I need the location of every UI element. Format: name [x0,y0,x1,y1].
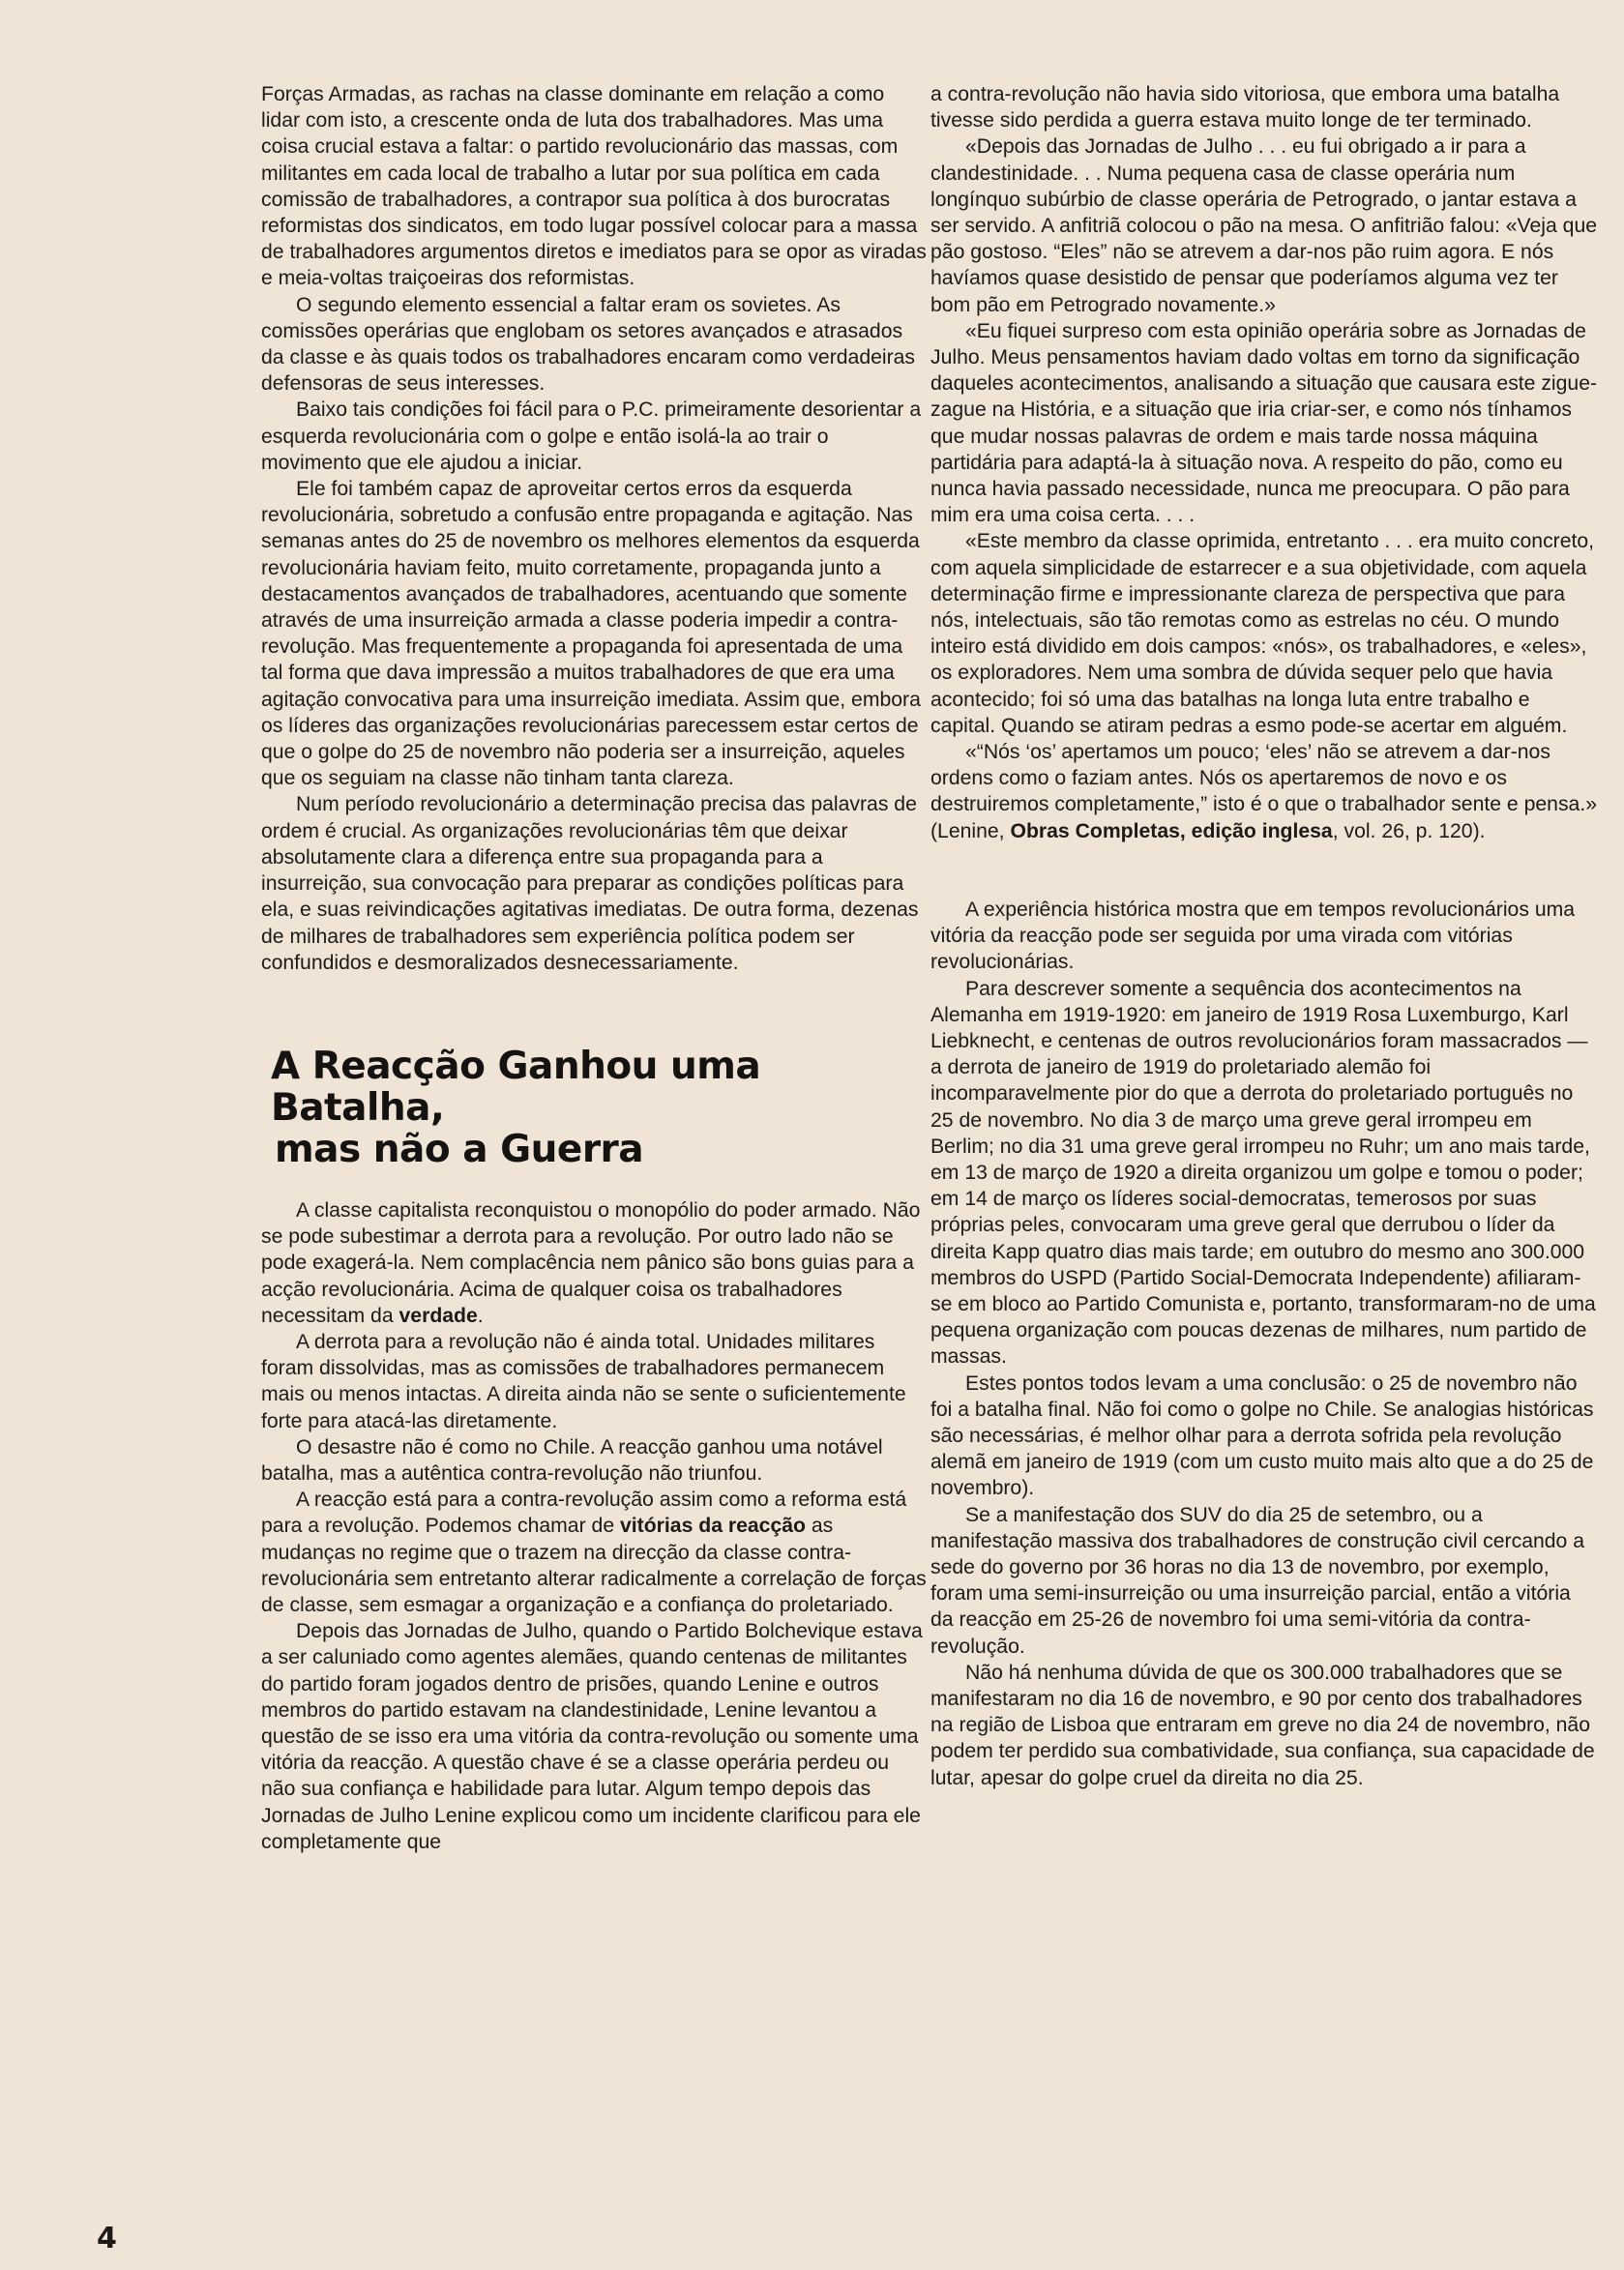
paragraph: Num período revolucionário a determinação precisa das palavras de ordem é crucial. As organizações revolucionárias têm que deixar absolutamente clara a diferença entre sua propaganda para a insurreição, sua convocação para preparar as condições políticas para ela, e suas reivindicações agitativas imediatas. De outra forma, dezenas de milhares de trabalhadores sem experiência política podem ser confundidos e desmoralizados desnecessariamente. [261,793,919,974]
paragraph: Para descrever somente a sequência dos acontecimentos na Alemanha em 1919-1920: em janeiro de 1919 Rosa Luxemburgo, Karl Liebknecht, e centenas de outros revolucionários foram massacrados — a derrota de janeiro de 1919 do proletariado alemão foi incomparavelmente pior do que a derrota do proletariado português no 25 de novembro. No dia 3 de março uma greve geral irrompeu em Berlim; no dia 31 uma greve geral irrompeu no Ruhr; um ano mais tarde, em 13 de março de 1920 a direita organizou um golpe e tomou o poder; em 14 de março os líderes social-democratas, temerosos por suas próprias peles, convocaram uma greve geral que derrubou o líder da direita Kapp quatro dias mais tarde; em outubro do mesmo ano 300.000 membros do USPD (Partido Social-Democrata Independente) afiliaram-se em bloco ao Partido Comunista e, portanto, transformaram-no de uma pequena organização com poucas dezenas de milhares, num partido de massas. [930,977,1596,1369]
paragraph: A experiência histórica mostra que em tempos revolucionários uma vitória da reacção pode ser seguida por uma virada com vitórias revolucionárias. [930,898,1576,974]
citation-details: , vol. 26, p. 120). [1332,819,1486,842]
paragraph: A derrota para a revolução não é ainda total. Unidades militares foram dissolvidas, mas as comissões de trabalhadores permanecem mais ou menos intactas. A direita ainda não se sente o suficientemente forte para atacá-las diretamente. [261,1330,906,1432]
paragraph: O desastre não é como no Chile. A reacção ganhou uma notável batalha, mas a autêntica contra-revolução não triunfou. [261,1435,883,1485]
paragraph: Ele foi também capaz de aproveitar certos erros da esquerda revolucionária, sobretudo a confusão entre propaganda e agitação. Nas semanas antes do 25 de novembro os melhores elementos da esquerda revolucionária haviam feito, muito corretamente, propaganda junto a destacamentos avançados de trabalhadores, acentuando que somente através de uma insurreição armada a classe poderia impedir a contra-revolução. Mas frequentemente a propaganda foi apresentada de uma tal forma que dava impressão a muitos trabalhadores de que era uma agitação convocativa para uma insurreição imediata. Assim que, embora os líderes das organizações revolucionárias parecessem estar certos de que o golpe do 25 de novembro não poderia ser a insurreição, aqueles que os seguiam na classe não tinham tanta clareza. [261,478,921,790]
paragraph: Baixo tais condições foi fácil para o P.C. primeiramente desorientar a esquerda revolucionária com o golpe e então isolá-la ao trair o movimento que ele ajudou a iniciar. [261,398,922,474]
quote-paragraph: «Depois das Jornadas de Julho . . . eu fui obrigado a ir para a clandestinidade. . . Numa pequena casa de classe operária num longínquo subúrbio de classe operária de Petrogrado, o jantar estava a ser servido. A anfitriã colocou o pão na mesa. O anfitrião falou: «Veja que pão gostoso. “Eles” não se atrevem a dar-nos pão ruim agora. E nós havíamos quase desistido de pensar que poderíamos alguma vez ter bom pão em Petrogrado novamente.» [930,135,1598,316]
paragraph: Se a manifestação dos SUV do dia 25 de setembro, ou a manifestação massiva dos trabalhadores de construção civil cercando a sede do governo por 36 horas no dia 13 de novembro, por exemplo, foram uma semi-insurreição ou uma insurreição parcial, então a vitória da reacção em 25-26 de novembro foi uma semi-vitória da contra-revolução. [930,1503,1585,1658]
paragraph: Depois das Jornadas de Julho, quando o Partido Bolchevique estava a ser caluniado como agentes alemães, quando centenas de militantes do partido foram jogados dentro de prisões, quando Lenine e outros membros do partido estavam na clandestinidade, Lenine levantou a questão de se isso era uma vitória da contra-revolução ou somente uma vitória da reacção. A questão chave é se a classe operária perdeu ou não sua confiança e habilidade para lutar. Algum tempo depois das Jornadas de Julho Lenine explicou como um incidente clarificou para ele completamente que [261,1620,923,1853]
citation-title: Obras Completas, edição inglesa [1010,819,1333,842]
paragraph-end: . [477,1304,484,1327]
paragraph-text: «“Nós ‘os’ apertamos um pouco; ‘eles’ não se atrevem a dar-nos ordens como o faziam antes. Nós os apertaremos de novo e os destruiremos completamente,” isto é o que o trabalhador sente e pensa.» (Lenine, [930,741,1597,842]
section-heading-line-2: mas não a Guerra [275,1127,644,1171]
quote-paragraph: «Eu fiquei surpreso com esta opinião operária sobre as Jornadas de Julho. Meus pensamentos haviam dado voltas em torno da significação daqueles acontecimentos, analisando a situação que causara este zigue-zague na História, e a situação que iria criar-ser, e como nós tínhamos que mudar nossas palavras de ordem e mais tarde nossa máquina partidária para adaptá-la à situação nova. A respeito do pão, como eu nunca havia passado necessidade, nunca me preocupara. O pão para mim era uma coisa certa. . . . [930,319,1598,527]
emphasis-text: vitórias da reacção [620,1515,806,1538]
section-heading-line-1: A Reacção Ganhou uma Batalha, [271,1044,761,1130]
paragraph: Forças Armadas, as rachas na classe dominante em relação a como lidar com isto, a crescente onda de luta dos trabalhadores. Mas uma coisa crucial estava a faltar: o partido revolucionário das massas, com militantes em cada local de trabalho a lutar por sua política em cada comissão de trabalhadores, a contrapor sua política à dos burocratas reformistas dos sindicatos, em todo lugar possível colocar para a massa de trabalhadores argumentos diretos e imediatos para se opor as viradas e meia-voltas traiçoeiras dos reformistas. [261,83,927,290]
paragraph: Estes pontos todos levam a uma conclusão: o 25 de novembro não foi a batalha final. Não foi como o golpe no Chile. Se analogias históricas são necessárias, é melhor olhar para a derrota sofrida pela revolução alemã em janeiro de 1919 (com um custo muito mais alto que a do 25 de novembro). [930,1371,1594,1500]
paragraph: O segundo elemento essencial a faltar eram os sovietes. As comissões operárias que englobam os setores avançados e atrasados da classe e às quais todos os trabalhadores encaram como verdadeiras defensoras de seus interesses. [261,293,916,396]
paragraph-text: A classe capitalista reconquistou o monopólio do poder armado. Não se pode subestimar a derrota para a revolução. Por outro lado não se pode exagerá-la. Nem complacência nem pânico são bons guias para a acção revolucionária. Acima de qualquer coisa os trabalhadores necessitam da [261,1198,921,1327]
section-heading [271,1046,929,1170]
paragraph [261,1487,929,1618]
right-column [930,81,1598,1791]
left-column [261,81,929,1855]
quote-paragraph: «Este membro da classe oprimida, entretanto . . . era muito concreto, com aquela simplicidade de estarrecer e a sua objetividade, com aquela determinação firme e impressionante clareza de perspectiva que para nós, intelectuais, são tão remotas como as estrelas no céu. O mundo inteiro está dividido em dois campos: «nós», os trabalhadores, e «eles», os exploradores. Nem uma sombra de dúvida sequer pelo que havia acontecido; foi só uma das batalhas na longa luta entre trabalho e capital. Quando se atiram pedras a esmo pode-se acertar em alguém. [930,530,1595,737]
paragraph: a contra-revolução não havia sido vitoriosa, que embora uma batalha tivesse sido perdida a guerra estava muito longe de ter terminado. [930,83,1560,133]
paragraph [261,1197,929,1329]
page-number: 4 [97,2222,117,2255]
paragraph: Não há nenhuma dúvida de que os 300.000 trabalhadores que se manifestaram no dia 16 de novembro, e 90 por cento dos trabalhadores na região de Lisboa que entraram em greve no dia 24 de novembro, não podem ter perdido sua combatividade, sua confiança, sua capacidade de lutar, apesar do golpe cruel da direita no dia 25. [930,1661,1595,1789]
paragraph-text: A reacção está para a contra-revolução assim como a reforma está para a revolução. Podemos chamar de [261,1489,907,1538]
emphasis-text: verdade [399,1304,478,1327]
quote-paragraph [930,739,1598,844]
paragraph-text: as mudanças no regime que o trazem na direcção da classe contra-revolucionária sem entretanto alterar radicalmente a correlação de forças de classe, sem esmagar a organização e a confiança do proletariado. [261,1515,927,1616]
